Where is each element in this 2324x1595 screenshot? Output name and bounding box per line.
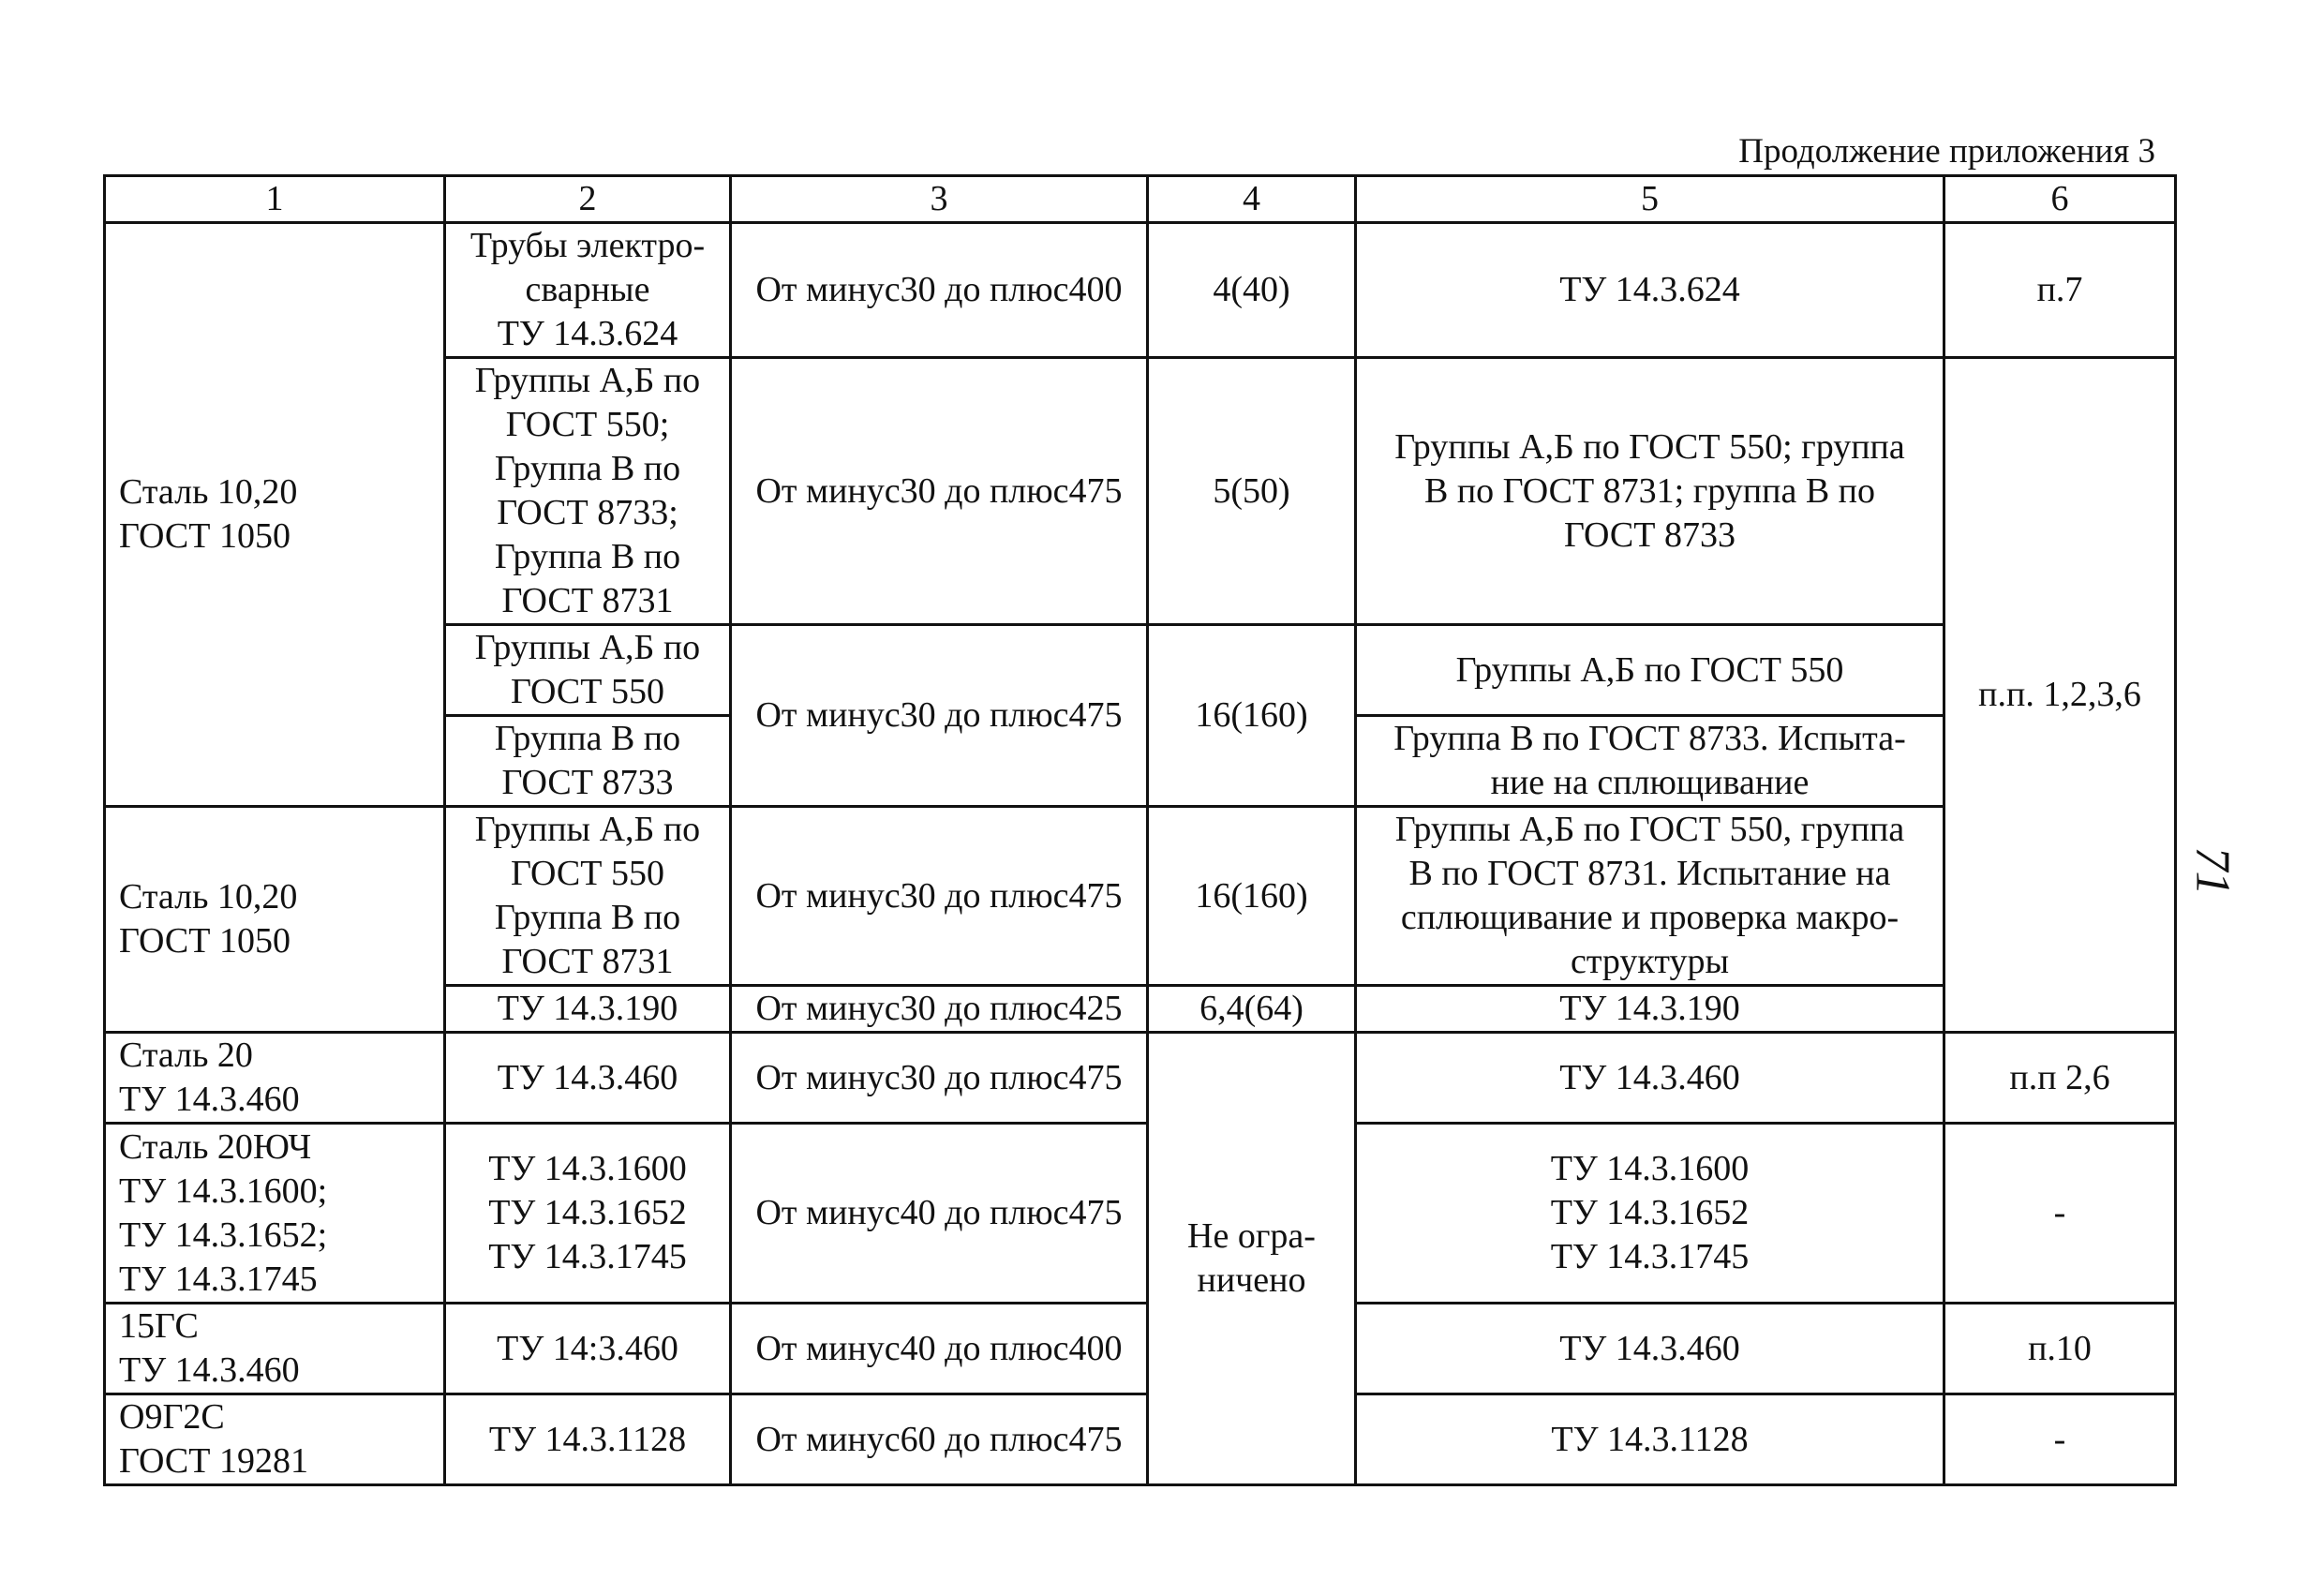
cell-line: ТУ 14.3.1600 bbox=[1550, 1149, 1750, 1188]
pipe-type-cell bbox=[445, 986, 731, 1033]
pipe-type-cell bbox=[445, 716, 731, 807]
cell-line: ТУ 14.3.1745 bbox=[1550, 1237, 1750, 1276]
cell-line: ТУ 14.3.1652 bbox=[1550, 1193, 1750, 1232]
temperature-cell: От минус40 до плюс475 bbox=[731, 1124, 1148, 1304]
cell-line: Группа В по bbox=[494, 898, 681, 937]
pipe-type-cell bbox=[445, 807, 731, 986]
pipe-type-cell bbox=[445, 1124, 731, 1304]
temperature-cell: От минус60 до плюс475 bbox=[731, 1394, 1148, 1485]
cell-line: ТУ 14.3.460 bbox=[119, 1080, 300, 1119]
cell-line: ТУ 14:3.460 bbox=[497, 1328, 678, 1368]
cell-line: ТУ 14.3.1128 bbox=[488, 1419, 687, 1459]
material-cell bbox=[105, 223, 445, 807]
cell-line: ТУ 14.3.1652 bbox=[488, 1193, 687, 1232]
material-cell bbox=[105, 1033, 445, 1124]
cell-line: ГОСТ 1050 bbox=[119, 921, 290, 961]
pressure-cell: 4(40) bbox=[1148, 223, 1356, 358]
temperature-cell: От минус30 до плюс475 bbox=[731, 1033, 1148, 1124]
cell-line: Группы А,Б по ГОСТ 550, группа bbox=[1394, 810, 1905, 849]
cell-line: Не огра- bbox=[1187, 1216, 1316, 1256]
requirements-cell bbox=[1356, 1033, 1944, 1124]
specification-table bbox=[103, 174, 2177, 1486]
pressure-cell: 16(160) bbox=[1148, 807, 1356, 986]
temperature-cell: От минус30 до плюс475 bbox=[731, 358, 1148, 625]
cell-line: ГОСТ 1050 bbox=[119, 516, 290, 556]
cell-line: сплющивание и проверка макро- bbox=[1400, 898, 1899, 937]
cell-line: ние на сплющивание bbox=[1490, 763, 1810, 802]
cell-line: ТУ 14.3.1128 bbox=[1551, 1419, 1749, 1459]
temperature-cell: От минус30 до плюс475 bbox=[731, 625, 1148, 807]
temperature-cell: От минус30 до плюс400 bbox=[731, 223, 1148, 358]
cell-line: Группа В по bbox=[494, 537, 681, 576]
cell-line: ГОСТ 550 bbox=[511, 854, 664, 893]
cell-line: 15ГС bbox=[119, 1306, 199, 1346]
requirements-cell bbox=[1356, 1394, 1944, 1485]
cell-line: О9Г2С bbox=[119, 1397, 225, 1437]
header-cell: 2 bbox=[445, 176, 731, 223]
cell-line: ТУ 14.3.1745 bbox=[119, 1259, 318, 1299]
cell-line: ТУ 14.3.1745 bbox=[488, 1237, 687, 1276]
pressure-cell: 5(50) bbox=[1148, 358, 1356, 625]
requirements-cell bbox=[1356, 716, 1944, 807]
cell-line: ГОСТ 8731 bbox=[501, 581, 674, 620]
requirements-cell bbox=[1356, 807, 1944, 986]
cell-line: ТУ 14.3.190 bbox=[1559, 989, 1740, 1028]
header-cell: 4 bbox=[1148, 176, 1356, 223]
pressure-cell: 6,4(64) bbox=[1148, 986, 1356, 1033]
header-cell: 1 bbox=[105, 176, 445, 223]
cell-line: Трубы электро- bbox=[469, 226, 706, 265]
header-row bbox=[105, 176, 2176, 223]
material-cell bbox=[105, 1304, 445, 1394]
cell-line: Сталь 10,20 bbox=[119, 472, 298, 512]
table-row bbox=[105, 807, 2176, 986]
header-cell: 6 bbox=[1944, 176, 2176, 223]
cell-line: ГОСТ 550; bbox=[505, 405, 670, 444]
cell-line: ничено bbox=[1197, 1260, 1306, 1300]
pressure-cell: 16(160) bbox=[1148, 625, 1356, 807]
cell-line: структуры bbox=[1570, 942, 1730, 981]
cell-line: ГОСТ 8733; bbox=[497, 493, 678, 532]
notes-cell: п.п 2,6 bbox=[1944, 1033, 2176, 1124]
requirements-cell bbox=[1356, 625, 1944, 716]
material-cell bbox=[105, 807, 445, 1033]
table-row bbox=[105, 1124, 2176, 1304]
cell-line: В по ГОСТ 8731. Испытание на bbox=[1408, 854, 1891, 893]
temperature-cell: От минус40 до плюс400 bbox=[731, 1304, 1148, 1394]
cell-line: ТУ 14.3.1600 bbox=[488, 1149, 687, 1188]
cell-line: ТУ 14.3.460 bbox=[119, 1350, 300, 1390]
notes-cell: - bbox=[1944, 1394, 2176, 1485]
temperature-cell: От минус30 до плюс475 bbox=[731, 807, 1148, 986]
notes-cell: п.п. 1,2,3,6 bbox=[1944, 358, 2176, 1033]
pipe-type-cell bbox=[445, 1304, 731, 1394]
cell-line: Группа В по bbox=[494, 449, 681, 488]
cell-line: Группы А,Б по ГОСТ 550; группа bbox=[1394, 426, 1905, 467]
cell-line: ТУ 14.3.1600; bbox=[119, 1170, 328, 1211]
requirements-cell bbox=[1356, 1304, 1944, 1394]
page-number: 71 bbox=[2185, 846, 2240, 896]
cell-line: ТУ 14.3.190 bbox=[497, 989, 678, 1028]
cell-line: Группы А,Б по bbox=[474, 628, 701, 667]
cell-line: Группы А,Б по bbox=[474, 361, 701, 400]
table-row bbox=[105, 1304, 2176, 1394]
cell-line: Сталь 20ЮЧ bbox=[119, 1126, 312, 1167]
notes-cell: - bbox=[1944, 1124, 2176, 1304]
table-row bbox=[105, 223, 2176, 358]
cell-line: Группа В по ГОСТ 8733. Испыта- bbox=[1393, 719, 1906, 758]
cell-line: ГОСТ 8731 bbox=[501, 942, 674, 981]
cell-line: ТУ 14.3.624 bbox=[1559, 270, 1740, 309]
pipe-type-cell bbox=[445, 1033, 731, 1124]
requirements-cell bbox=[1356, 358, 1944, 625]
pipe-type-cell bbox=[445, 223, 731, 358]
cell-line: Сталь 10,20 bbox=[119, 877, 298, 917]
appendix-caption: Продолжение приложения 3 bbox=[1738, 132, 2155, 171]
table-row bbox=[105, 1394, 2176, 1485]
requirements-cell bbox=[1356, 986, 1944, 1033]
cell-line: ТУ 14.3.460 bbox=[1559, 1328, 1740, 1368]
cell-line: ТУ 14.3.1652; bbox=[119, 1215, 328, 1255]
cell-line: ГОСТ 19281 bbox=[119, 1441, 308, 1481]
pipe-type-cell bbox=[445, 1394, 731, 1485]
temperature-cell: От минус30 до плюс425 bbox=[731, 986, 1148, 1033]
material-cell bbox=[105, 1394, 445, 1485]
pipe-type-cell bbox=[445, 358, 731, 625]
cell-line: Сталь 20 bbox=[119, 1036, 253, 1075]
cell-line: ТУ 14.3.624 bbox=[497, 314, 678, 353]
header-cell: 5 bbox=[1356, 176, 1944, 223]
cell-line: Группа В по bbox=[494, 719, 681, 758]
cell-line: Группы А,Б по bbox=[474, 810, 701, 849]
material-cell bbox=[105, 1124, 445, 1304]
header-cell: 3 bbox=[731, 176, 1148, 223]
cell-line: В по ГОСТ 8731; группа В по bbox=[1423, 470, 1876, 511]
pipe-type-cell bbox=[445, 625, 731, 716]
requirements-cell bbox=[1356, 1124, 1944, 1304]
cell-line: ГОСТ 8733 bbox=[1564, 514, 1736, 555]
notes-cell: п.10 bbox=[1944, 1304, 2176, 1394]
table-row bbox=[105, 1033, 2176, 1124]
cell-line: ТУ 14.3.460 bbox=[1559, 1057, 1740, 1097]
cell-line: Группы А,Б по ГОСТ 550 bbox=[1455, 649, 1844, 690]
cell-line: ТУ 14.3.460 bbox=[497, 1057, 678, 1097]
cell-line: ГОСТ 8733 bbox=[501, 763, 674, 802]
pressure-cell bbox=[1148, 1033, 1356, 1485]
cell-line: сварные bbox=[525, 270, 650, 309]
notes-cell: п.7 bbox=[1944, 223, 2176, 358]
cell-line: ГОСТ 550 bbox=[511, 672, 664, 711]
requirements-cell bbox=[1356, 223, 1944, 358]
